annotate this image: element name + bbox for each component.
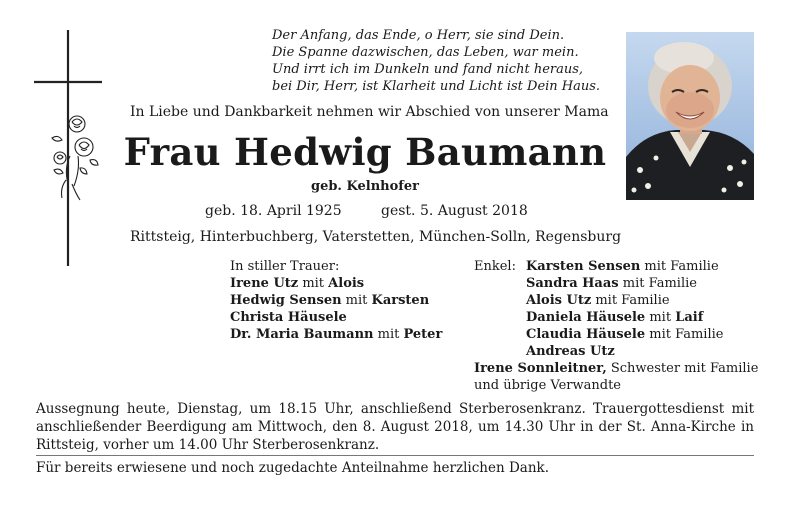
funeral-details: Aussegnung heute, Dienstag, um 18.15 Uhr, anschließend Sterberosenkranz. Trauergottesdienst mit anschließender Beerdigung am Mittwoch, den 8. August 2018, um 14.30 Uhr in der St. Anna-Kirche in Rittsteig, vorher um 14.00 Uhr Sterberosenkranz. xyxy=(36,401,754,453)
list-item: Irene Utz mit Alois xyxy=(230,276,365,291)
relatives-line: und übrige Verwandte xyxy=(474,378,622,393)
intro-text: In Liebe und Dankbarkeit nehmen wir Abschied von unserer Mama xyxy=(130,104,609,120)
poem xyxy=(272,27,612,95)
maiden-name: geb. Kelnhofer xyxy=(310,179,419,194)
list-item: Sandra Haas mit Familie xyxy=(526,276,697,291)
list-item: Karsten Sensen mit Familie xyxy=(526,259,719,274)
birth-date: geb. 18. April 1925 xyxy=(205,203,342,219)
mourners-list xyxy=(230,258,460,343)
poem-line: Der Anfang, das Ende, o Herr, sie sind Dein. xyxy=(272,28,565,43)
sister-line: Irene Sonnleitner, Schwester mit Familie xyxy=(474,361,759,376)
places: Rittsteig, Hinterbuchberg, Vaterstetten, München-Solln, Regensburg xyxy=(130,229,622,245)
grandchildren-list xyxy=(526,258,766,360)
list-item: Daniela Häusele mit Laif xyxy=(526,310,704,325)
list-item: Claudia Häusele mit Familie xyxy=(526,327,724,342)
grandchildren-label: Enkel: xyxy=(474,259,516,274)
poem-line: bei Dir, Herr, ist Klarheit und Licht ist Dein Haus. xyxy=(272,79,601,94)
divider xyxy=(36,455,754,456)
thanks-text: Für bereits erwiesene und noch zugedachte Anteilnahme herzlichen Dank. xyxy=(36,460,549,476)
other-relatives xyxy=(474,360,774,394)
portrait-photo xyxy=(626,32,754,200)
death-date: gest. 5. August 2018 xyxy=(381,203,528,219)
list-item: Dr. Maria Baumann mit Peter xyxy=(230,327,443,342)
cross-with-roses-icon xyxy=(30,30,110,270)
deceased-name: Frau Hedwig Baumann xyxy=(123,130,607,174)
list-item: Christa Häusele xyxy=(230,310,347,325)
list-item: Andreas Utz xyxy=(526,344,615,359)
mourners-heading: In stiller Trauer: xyxy=(230,259,340,274)
poem-line: Die Spanne dazwischen, das Leben, war mein. xyxy=(272,45,579,60)
poem-line: Und irrt ich im Dunkeln und fand nicht heraus, xyxy=(272,62,584,77)
list-item: Hedwig Sensen mit Karsten xyxy=(230,293,430,308)
list-item: Alois Utz mit Familie xyxy=(526,293,670,308)
